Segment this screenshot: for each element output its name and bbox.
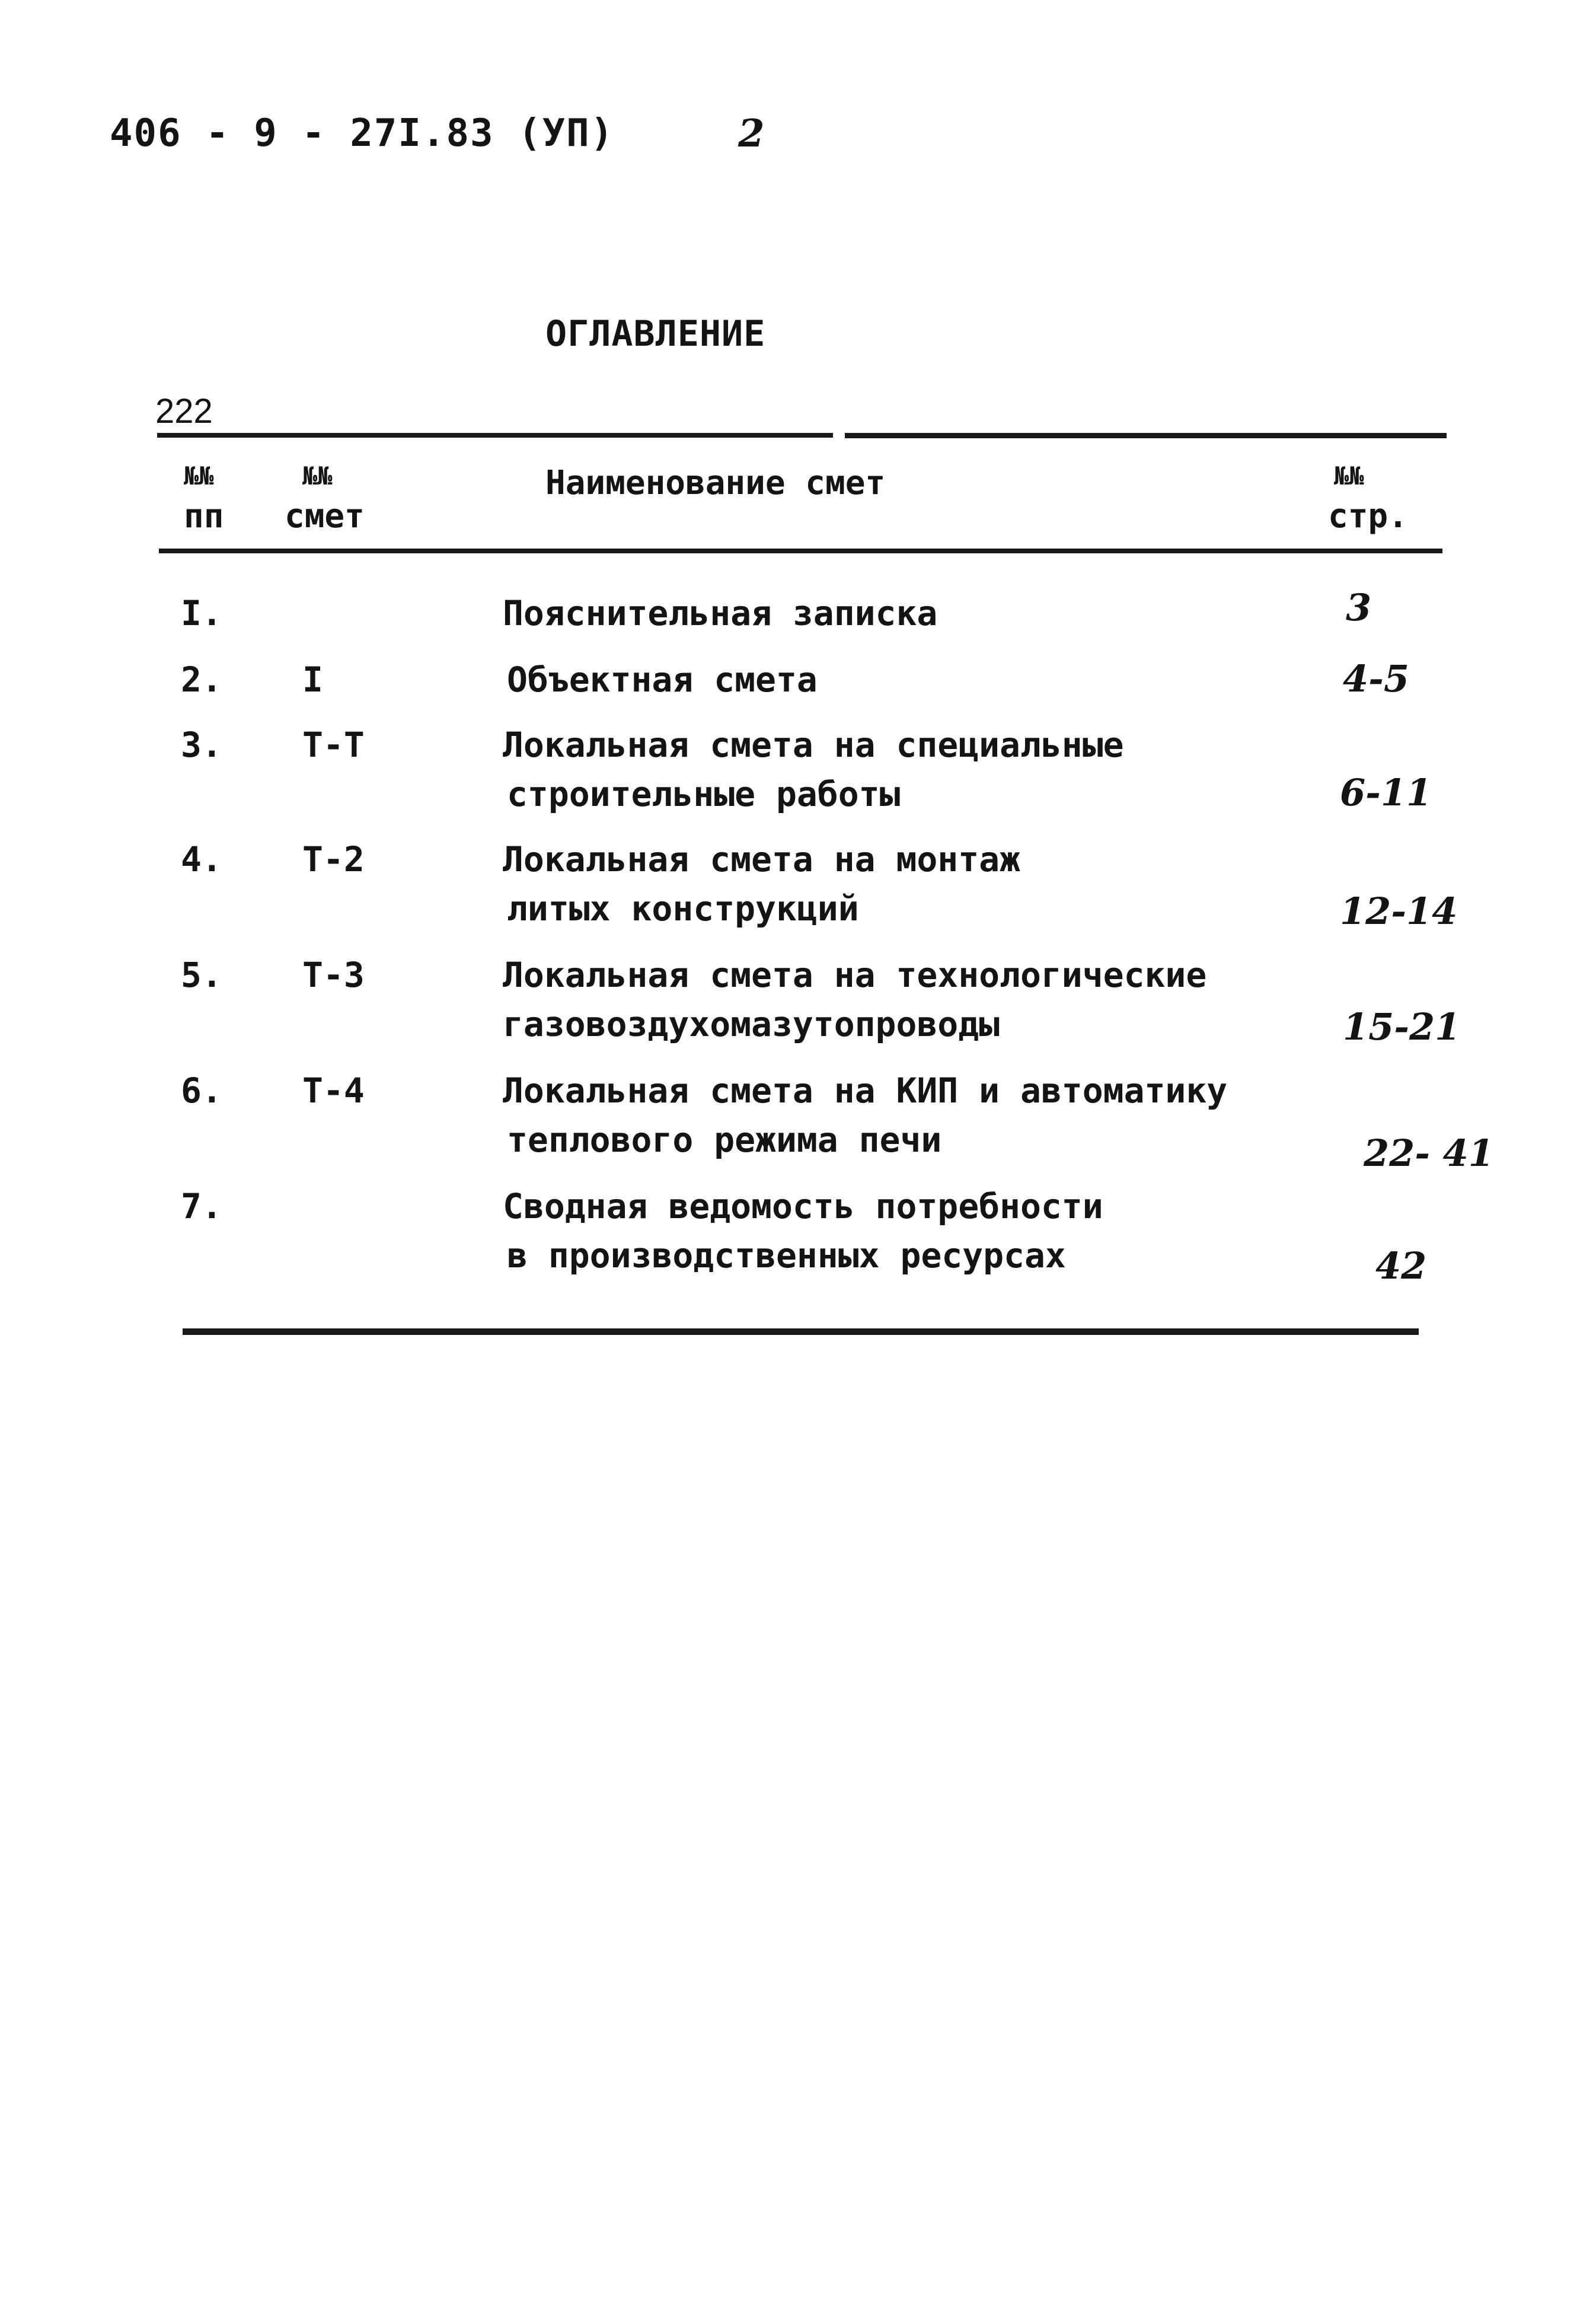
row-name-line: Сводная ведомость потребности [503,1186,1103,1226]
row-name-line: строительные работы [507,774,901,814]
row-name-line: Пояснительная записка [503,593,938,633]
row-name-line: литых конструкций [507,888,859,929]
row-number: 3. [181,725,222,765]
row-number: 2. [181,659,222,700]
row-number: 4. [181,839,222,879]
row-name-line: Локальная смета на КИП и автоматику [503,1070,1228,1111]
header-rule [159,549,1442,553]
row-name-line: Локальная смета на специальные [503,725,1124,765]
row-pages: 12-14 [1340,890,1458,933]
row-pages: 22- 41 [1364,1132,1494,1175]
row-number: 6. [181,1070,222,1111]
bottom-rule [183,1328,1419,1335]
document-code: 406 - 9 - 27I.83 (УП) [110,111,615,155]
row-number: 7. [181,1186,222,1226]
row-number: I. [181,593,222,633]
row-estimate: Т-3 [302,955,365,995]
column-header-estimate-no: №№ [302,461,333,490]
row-estimate: I [302,659,323,700]
row-estimate: Т-2 [302,839,365,879]
top-rule-right [845,433,1447,438]
row-number: 5. [181,955,222,995]
row-name-line: Объектная смета [507,659,818,700]
row-name-line: Локальная смета на технологические [503,955,1207,995]
row-pages: 4-5 [1343,657,1410,700]
column-header-page-no: №№ [1334,461,1364,490]
column-header-page-no-sub: стр. [1328,497,1408,536]
top-rule-left [157,433,833,438]
row-estimate: Т-Т [302,725,365,765]
page-number: 2 [738,111,765,156]
column-header-estimate-no-sub: смет [285,497,365,536]
row-name-line: в производственных ресурсах [507,1235,1066,1276]
row-pages: 6-11 [1340,771,1432,814]
row-pages: 42 [1375,1244,1427,1287]
row-name-line: газовоздухомазутопроводы [503,1004,1000,1044]
row-pages: 3 [1346,586,1372,629]
row-name-line: теплового режима печи [507,1120,942,1160]
sheet-number: 222 [155,392,213,431]
column-header-name: Наименование смет [545,464,886,502]
column-header-item-no: №№ [184,461,214,490]
row-name-line: Локальная смета на монтаж [503,839,1020,879]
column-header-item-no-sub: пп [184,497,224,536]
page-title: ОГЛАВЛЕНИЕ [545,313,766,355]
row-estimate: Т-4 [302,1070,365,1111]
row-pages: 15-21 [1343,1005,1461,1048]
